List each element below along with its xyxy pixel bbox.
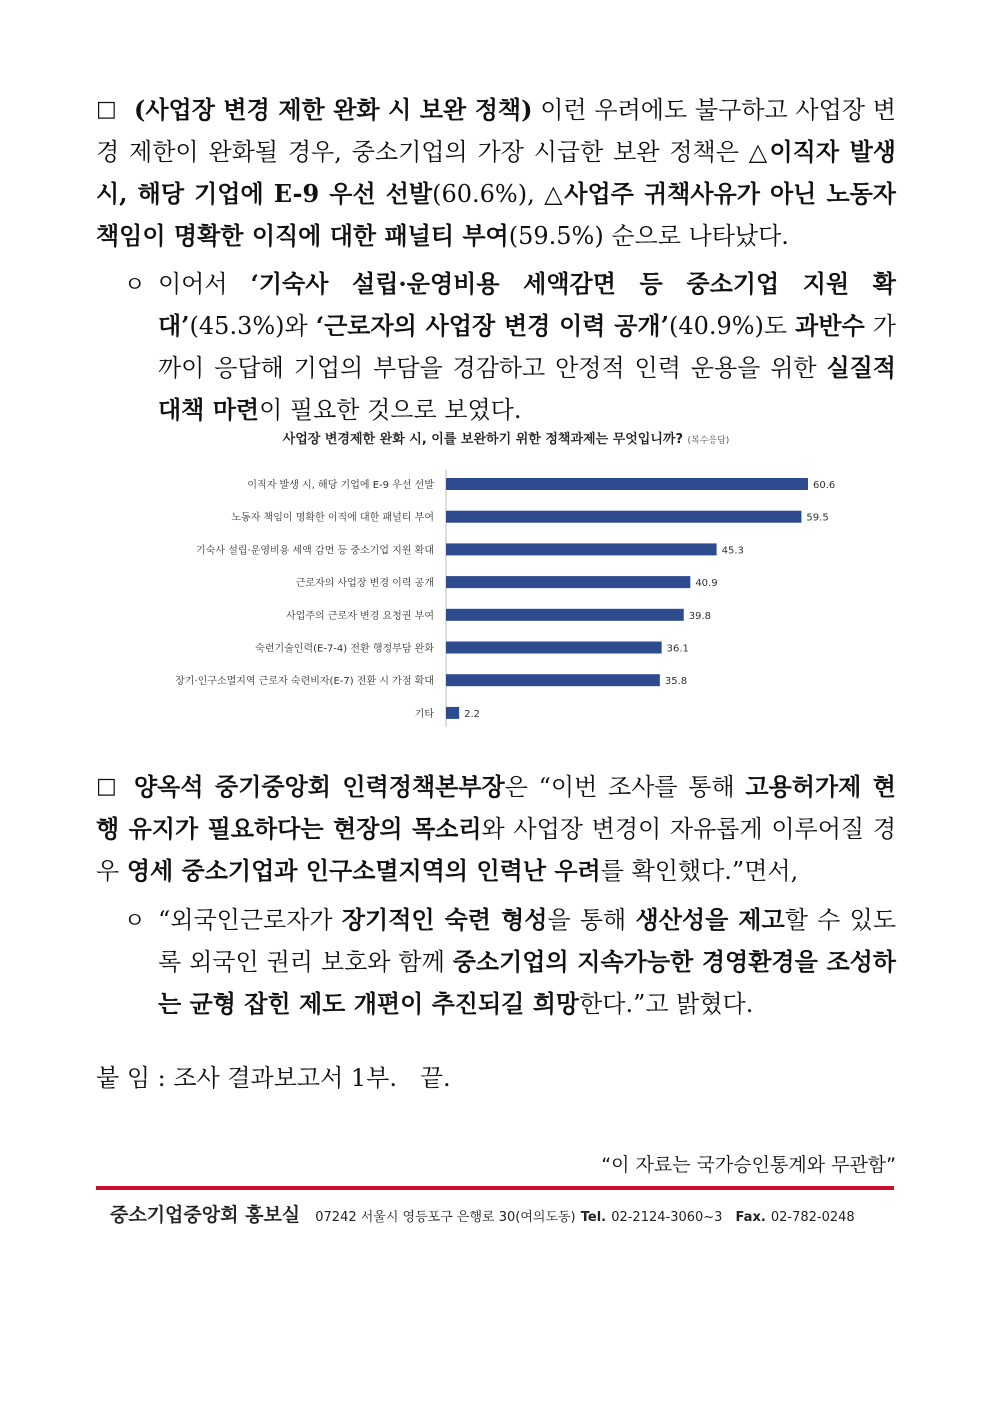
policy-chart: [176, 424, 836, 734]
chart-value-label: 59.5: [806, 512, 829, 524]
chart-category-label: 사업주의 근로자 변경 요청권 부여: [286, 610, 434, 622]
section1-heading: (사업장 변경 제한 완화 시 보완 정책): [134, 95, 533, 124]
chart-value-label: 39.8: [688, 610, 712, 622]
section1-text-2: (60.6%),: [432, 180, 545, 208]
attachment-note: 붙 임 : 조사 결과보고서 1부. 끝.: [96, 1064, 451, 1092]
section2-bold-1: 양옥석 중기중앙회 인력정책본부장: [134, 772, 505, 801]
sub2-bold-3: 중소기업의 지속가능한 경영환경을 조성하는 균형 잡힌 제도 개편이 추진되길 희망: [158, 947, 896, 1018]
footer-divider: [96, 1186, 894, 1190]
sub2-bold-2: 생산성을 제고: [635, 905, 785, 934]
section1-text-3: (59.5%) 순으로 나타났다.: [508, 222, 789, 250]
section2-text-1: 은 “이번 조사를 통해: [504, 773, 746, 801]
chart-category-label: 숙련기술인력(E-7-4) 전환 행정부담 완화: [255, 643, 434, 655]
chart-bar: [446, 674, 660, 686]
sub2-text-2: 을 통해: [547, 906, 636, 934]
chart-category-label: 이직자 발생 시, 해당 기업에 E-9 우선 선발: [247, 480, 434, 491]
sub2-bold-1: 장기적인 숙련 형성: [341, 905, 548, 934]
sub1-text-4: 가까이 응답해 기업의 부담을 경감하고 안정적 인력 운용을 위한: [158, 312, 896, 382]
sub2-text-3: 할 수 있도록 외국인 권리 보호와 함께: [158, 906, 897, 976]
section1-paragraph: [96, 89, 896, 257]
chart-value-label: 60.6: [813, 480, 836, 491]
section1-text-1: 이런 우려에도 불구하고 사업장 변경 제한이 완화될 경우, 중소기업의 가장 시급한 보완 정책은: [96, 96, 896, 166]
chart-category-label: 기숙사 설립·운영비용 세액 감면 등 중소기업 지원 확대: [196, 545, 434, 557]
sub2-text-4: 한다.”고 밝혔다.: [579, 990, 754, 1018]
statistics-disclaimer: “이 자료는 국가승인통계와 무관함”: [601, 1154, 896, 1176]
section1-bold-2: △사업주 귀책사유가 아닌 노동자 책임이 명확한 이직에 대한 패널티 부여: [96, 179, 896, 250]
chart-category-label: 근로자의 사업장 변경 이력 공개: [295, 578, 434, 590]
footer-fax-label: Fax.: [735, 1210, 766, 1225]
chart-bar: [446, 707, 459, 719]
section2-bullet: □: [96, 774, 117, 799]
sub1-text-2: (45.3%)와: [189, 312, 316, 340]
sub2-paragraph: [158, 899, 896, 1025]
sub1-text-3: (40.9%)도: [668, 312, 796, 340]
section2-text-2: 와 사업장 변경이 자유롭게 이루어질 경우: [96, 815, 897, 885]
chart-bar: [446, 511, 801, 523]
footer-tel: 02-2124-3060~3: [611, 1210, 723, 1225]
chart-value-label: 40.9: [695, 578, 718, 590]
sub1-bold-4: 실질적 대책 마련: [158, 353, 896, 424]
footer-address: 07242 서울시 영등포구 은행로 30(여의도동): [315, 1210, 576, 1225]
section1-bullet: □: [96, 97, 117, 122]
chart-category-label: 장기·인구소멸지역 근로자 숙련비자(E-7) 전환 시 가점 확대: [176, 676, 434, 688]
sub1-bold-2: ‘근로자의 사업장 변경 이력 공개’: [315, 311, 669, 340]
sub1-bold-3: 과반수: [795, 311, 865, 340]
chart-category-label: 노동자 책임이 명확한 이직에 대한 패널티 부여: [231, 512, 434, 524]
footer-org: 중소기업중앙회 홍보실: [110, 1204, 301, 1226]
chart-bar: [446, 478, 808, 490]
chart-bar: [446, 576, 690, 588]
footer-fax: 02-782-0248: [770, 1210, 855, 1225]
footer: [110, 1200, 900, 1227]
sub2-bullet: ㅇ: [124, 909, 146, 934]
chart-value-label: 36.1: [666, 643, 689, 655]
sub1-paragraph: [158, 263, 896, 431]
sub1-bullet: ㅇ: [124, 273, 146, 298]
chart-bar: [446, 642, 662, 654]
chart-bar: [446, 543, 717, 555]
chart-category-label: 기타: [414, 708, 434, 720]
chart-bar: [446, 609, 684, 621]
section2-bold-3: 영세 중소기업과 인구소멸지역의 인력난 우려: [126, 856, 601, 885]
section2-text-3: 를 확인했다.”면서,: [600, 857, 799, 885]
sub1-text-1: 이어서: [158, 270, 251, 298]
chart-value-label: 2.2: [464, 708, 481, 720]
chart-title-note: (복수응답): [687, 436, 730, 446]
chart-value-label: 35.8: [664, 676, 688, 688]
chart-title-text: 사업장 변경제한 완화 시, 이를 보완하기 위한 정책과제는 무엇입니까?: [282, 432, 683, 447]
chart-title: [176, 428, 836, 447]
chart-plot: [176, 424, 836, 734]
footer-tel-label: Tel.: [580, 1210, 607, 1225]
chart-value-label: 45.3: [721, 545, 744, 557]
section1-bold-1: △이직자 발생 시, 해당 기업에 E-9 우선 선발: [96, 137, 896, 208]
section2-bold-2: 고용허가제 현행 유지가 필요하다는 현장의 목소리: [96, 772, 896, 843]
sub2-text-1: “외국인근로자가: [158, 906, 342, 934]
sub1-text-5: 이 필요한 것으로 보였다.: [259, 396, 522, 424]
sub1-bold-1: ‘기숙사 설립·운영비용 세액감면 등 중소기업 지원 확대’: [158, 269, 896, 340]
section2-paragraph: [96, 766, 896, 892]
